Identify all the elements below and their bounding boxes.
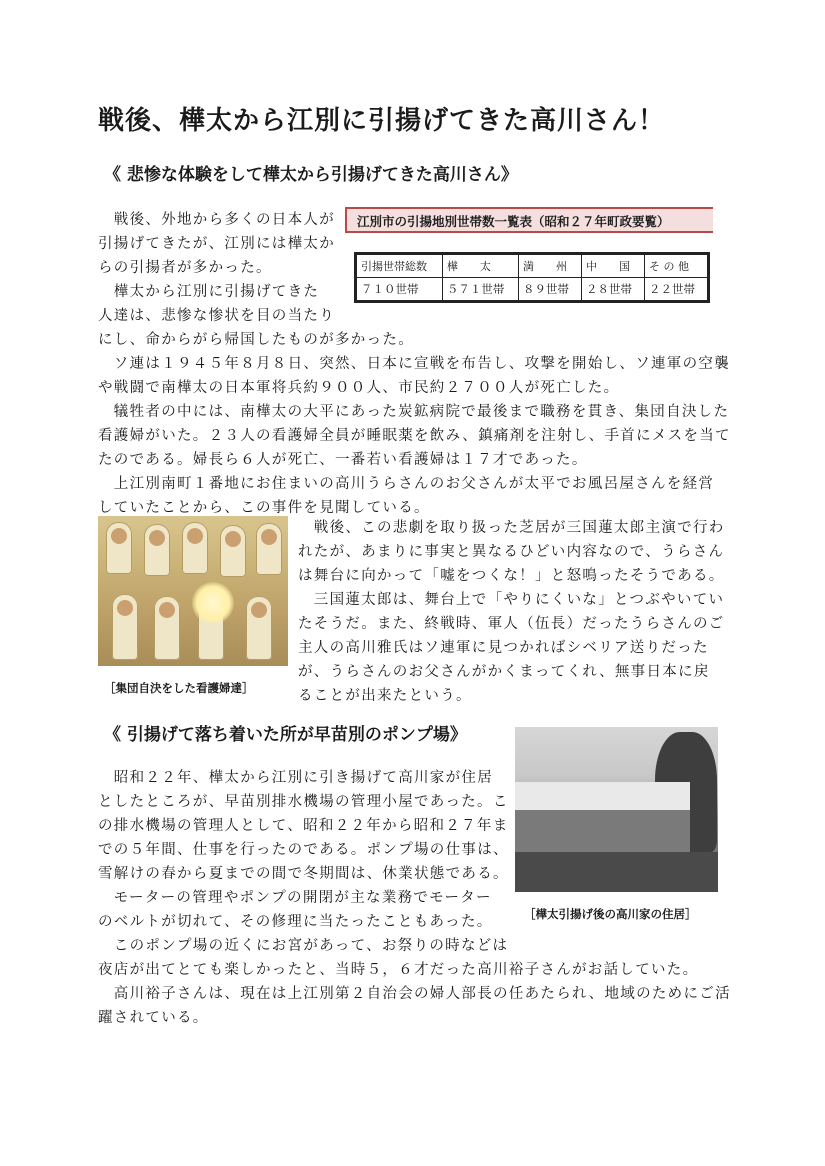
table-cell: ２８世帯	[582, 278, 645, 301]
paragraph-line: 犠牲者の中には、南樺太の大平にあった炭鉱病院で最後まで職務を貫き、集団自決した	[98, 404, 730, 420]
paragraph-line: や戦闘で南樺太の日本軍将兵約９００人、市民約２７００人が死亡した。	[98, 380, 620, 396]
section-heading-tragic-experience: 《 悲惨な体験をして樺太から引揚げてきた高川さん》	[104, 165, 518, 185]
table-row	[357, 278, 708, 301]
table-cell: ８９世帯	[519, 278, 582, 301]
table-title: 江別市の引揚地別世帯数一覧表（昭和２７年町政要覧）	[345, 207, 713, 233]
table-header-cell: 樺 太	[442, 255, 518, 278]
paragraph-line: れたが、あまりに事実と異なるひどい内容なので、うらさん	[298, 544, 725, 560]
photo-caption-nurses: ［集団自決をした看護婦達］	[104, 681, 254, 695]
paragraph-line: のベルトが切れて、その修理に当たったこともあった。	[98, 914, 493, 930]
paragraph-line: 雪解けの春から夏までの間で冬期間は、休業状態である。	[98, 866, 509, 882]
highlight-circle	[192, 582, 234, 624]
paragraph-line: の排水機場の管理人として、昭和２２年から昭和２７年ま	[98, 818, 509, 834]
table-cell: ７１０世帯	[357, 278, 443, 301]
paragraph-line: にし、命からがら帰国したものが多かった。	[98, 332, 414, 348]
paragraph-line: たそうだ。また、終戦時、軍人（伍長）だったうらさんのご	[298, 616, 725, 632]
paragraph-line: 昭和２２年、樺太から江別に引き揚げて高川家が住居	[98, 770, 493, 786]
nurses-group-photo	[98, 516, 288, 666]
paragraph-line: モーターの管理やポンプの開閉が主な業務でモーター	[98, 890, 492, 906]
paragraph-line: していたことから、この事件を見聞している。	[98, 500, 430, 516]
paragraph-line: 躍されている。	[98, 1010, 209, 1026]
paragraph-line: 主人の高川雅氏はソ連軍に見つかればシベリア送りだった	[298, 640, 709, 656]
section-heading-pump-station: 《 引揚げて落ち着いた所が早苗別のポンプ場》	[104, 725, 467, 745]
paragraph-line: としたところが、早苗別排水機場の管理小屋であった。こ	[98, 794, 509, 810]
paragraph-line: 樺太から江別に引揚げてきた	[98, 284, 320, 300]
paragraph-line: ソ連は１９４５年８月８日、突然、日本に宣戦を布告し、攻撃を開始し、ソ連軍の空襲	[98, 356, 730, 372]
takagawa-house-photo	[515, 727, 718, 892]
paragraph-line: 夜店が出てとても楽しかったと、当時５，６才だった高川裕子さんがお話していた。	[98, 962, 699, 978]
paragraph-line: 高川裕子さんは、現在は上江別第２自治会の婦人部長の任あたられ、地域のためにご活	[98, 986, 731, 1002]
paragraph-line: での５年間、仕事を行ったのである。ポンプ場の仕事は、	[98, 842, 509, 858]
paragraph-line: 戦後、この悲劇を取り扱った芝居が三国蓮太郎主演で行わ	[298, 520, 725, 536]
table-header-row	[357, 255, 708, 278]
paragraph-line: ることが出来たという。	[298, 688, 472, 704]
paragraph-line: 戦後、外地から多くの日本人が	[98, 212, 335, 228]
table-cell: ２２世帯	[644, 278, 707, 301]
paragraph-line: 人達は、悲惨な惨状を目の当たり	[98, 308, 335, 324]
table-header-cell: 満 州	[519, 255, 582, 278]
table-header-cell: 中 国	[582, 255, 645, 278]
paragraph-line: が、うらさんのお父さんがかくまってくれ、無事日本に戻	[298, 664, 710, 680]
paragraph-line: 引揚げてきたが、江別には樺太か	[98, 236, 335, 252]
households-table	[356, 254, 708, 301]
paragraph-line: このポンプ場の近くにお宮があって、お祭りの時などは	[98, 938, 509, 954]
table-header-cell: そ の 他	[644, 255, 707, 278]
paragraph-line: たのである。婦長ら６人が死亡、一番若い看護婦は１７才であった。	[98, 452, 588, 468]
paragraph-line: 三国蓮太郎は、舞台上で「やりにくいな」とつぶやいてい	[298, 592, 725, 608]
photo-caption-house: ［樺太引揚げ後の高川家の住居］	[524, 907, 697, 921]
paragraph-line: らの引揚者が多かった。	[98, 260, 272, 276]
page-title: 戦後、樺太から江別に引揚げてきた高川さん！	[98, 106, 666, 136]
paragraph-line: は舞台に向かって「嘘をつくな！」と怒鳴ったそうである。	[298, 568, 725, 584]
table-cell: ５７１世帯	[442, 278, 518, 301]
table-header-cell: 引揚世帯総数	[357, 255, 443, 278]
paragraph-line: 上江別南町１番地にお住まいの高川うらさんのお父さんが太平でお風呂屋さんを経営	[98, 476, 715, 492]
paragraph-line: 看護婦がいた。２３人の看護婦全員が睡眠薬を飲み、鎮痛剤を注射し、手首にメスを当て	[98, 428, 731, 444]
